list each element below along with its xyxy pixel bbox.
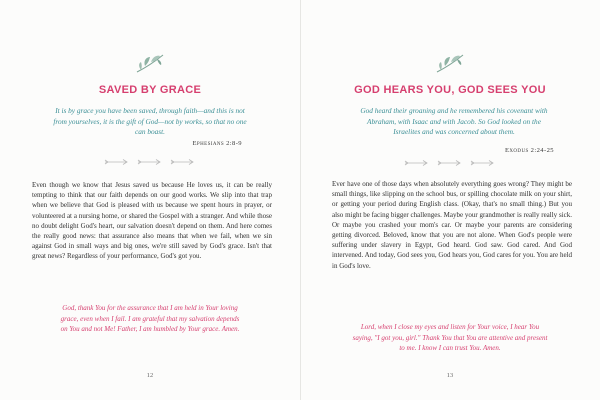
devotional-body: Even though we know that Jesus saved us because He loves us, it can be really tempting to think that our faith depends on our good works. We slip into that trap when we believe that God is pleased with us because we spent hours in prayer, or volunteered at a nursing home, or shared the Gospel with a stranger. And while those no doubt delight God's heart, our salvation doesn't depend on them. And here comes the really good news: that assurance also means that when we fail, when we sin against God in small ways and big ones, we're still saved by God's grace. Isn't that great news? Regardless of your performance, God's got you. [32, 181, 272, 261]
prayer-text: Lord, when I close my eyes and listen for Your voice, I hear You saying, "I got you, girl." Thank You that You are attentive and present to me. I know I can trust You. Amen. [352, 323, 548, 353]
scripture-reference: Exodus 2:24-25 [504, 147, 554, 154]
page-number: 12 [146, 372, 154, 379]
devotional-body: Ever have one of those days when absolutely everything goes wrong? They might be small things, like slipping on the school bus, or spilling chocolate milk on your shirt, or getting your period during English class. (Okay, that's no small thing.) But you also might be facing bigger challenges. Maybe your grandmother is really really sick. Or maybe you crashed your mom's car. Or maybe your parents are considering getting divorced. Beloved, know that you are not alone. When God's people were suffering under slavery in Egypt, God heard. God saw. God cared. And God intervened. And today, God sees you, God hears you, God cares for you. You are held in God's love. [332, 180, 572, 270]
scripture-verse: God heard their groaning and he remembered his covenant with Abraham, with Isaac and with Jacob. So God looked on the Israelites and was concerned about them. [360, 106, 548, 136]
right-page [300, 0, 600, 400]
arrow-divider-icon [400, 158, 500, 168]
scripture-reference: Ephesians 2:8-9 [192, 140, 242, 147]
arrow-divider-icon [100, 157, 200, 167]
page-number: 13 [446, 372, 454, 379]
page-title: GOD HEARS YOU, GOD SEES YOU [354, 84, 546, 96]
prayer-text: God, thank You for the assurance that I am held in Your loving grace, even when I fail. I am grateful that my salvation depends on You and not Me! Father, I am humbled by Your grace. Amen. [60, 304, 240, 334]
leaf-sprig-icon [433, 48, 467, 78]
page-title: SAVED BY GRACE [98, 84, 202, 96]
leaf-sprig-icon [133, 48, 167, 78]
scripture-verse: It is by grace you have been saved, through faith—and this is not from yourselves, it is the gift of God—not by works, so that no one can boast. [53, 106, 247, 136]
